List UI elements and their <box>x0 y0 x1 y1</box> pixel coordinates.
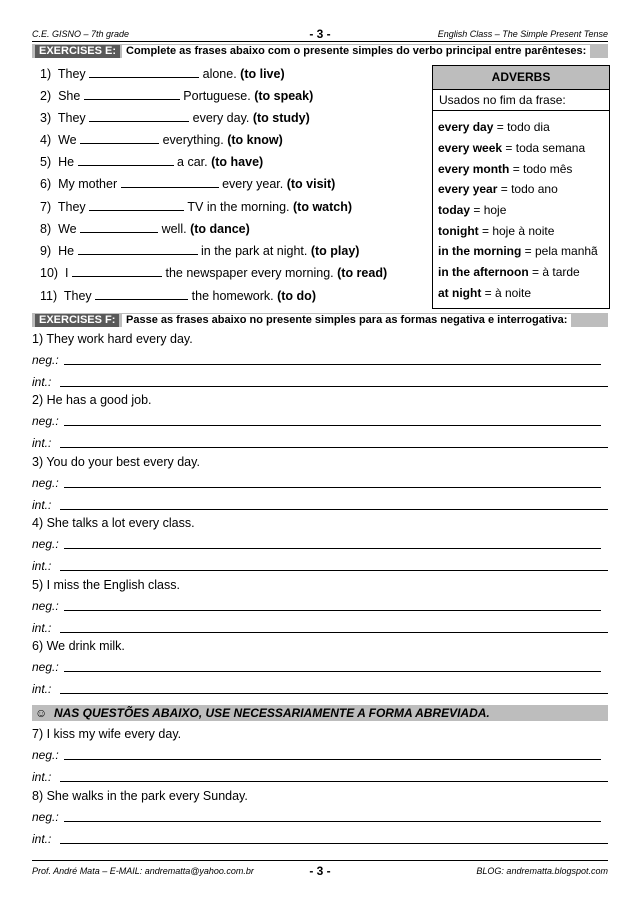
exercise-f-sentence: 3) You do your best every day. <box>32 455 200 469</box>
page-header <box>32 27 608 42</box>
exercise-e-item <box>40 200 352 214</box>
page-footer <box>32 860 608 877</box>
answer-line[interactable] <box>64 610 601 611</box>
item-verb-hint: (to visit) <box>286 177 336 191</box>
answer-blank[interactable] <box>89 120 189 122</box>
item-verb-hint: (to study) <box>252 111 310 125</box>
item-subject: He <box>58 244 75 258</box>
adverb-term: every year <box>438 182 498 196</box>
answer-line[interactable] <box>64 425 601 426</box>
abbreviation-note <box>32 705 608 721</box>
item-subject: My mother <box>58 177 118 191</box>
item-subject: We <box>58 133 77 147</box>
interrogative-answer-line[interactable] <box>32 375 608 389</box>
adverb-term: every day <box>438 120 494 134</box>
answer-line[interactable] <box>60 509 608 510</box>
interrogative-answer-line[interactable] <box>32 770 608 784</box>
neg-label: neg.: <box>32 353 59 367</box>
negative-answer-line[interactable] <box>32 748 608 762</box>
exercise-e-item <box>40 89 313 103</box>
smiley-icon: ☺ <box>35 706 48 720</box>
neg-label: neg.: <box>32 414 59 428</box>
item-subject: They <box>57 200 86 214</box>
item-verb-hint: (to play) <box>310 244 360 258</box>
adverb-entry <box>438 265 580 279</box>
footer-author: Prof. André Mata – E-MAIL: andrematta@yahoo.com.br <box>32 866 254 876</box>
interrogative-answer-line[interactable] <box>32 832 608 846</box>
answer-line[interactable] <box>60 570 608 571</box>
adverb-term: at night <box>438 286 482 300</box>
item-verb-hint: (to have) <box>211 155 264 169</box>
adverb-entry <box>438 141 585 155</box>
interrogative-answer-line[interactable] <box>32 436 608 450</box>
adverb-meaning: = toda semana <box>502 141 586 155</box>
neg-label: neg.: <box>32 476 59 490</box>
answer-line[interactable] <box>60 632 608 633</box>
int-label: int.: <box>32 498 52 512</box>
item-subject: They <box>63 289 92 303</box>
adverb-term: tonight <box>438 224 479 238</box>
item-subject: He <box>58 155 75 169</box>
item-rest: well. <box>161 222 187 236</box>
negative-answer-line[interactable] <box>32 414 608 428</box>
item-number: 6) <box>40 177 52 191</box>
adverb-entry <box>438 120 550 134</box>
answer-line[interactable] <box>64 548 601 549</box>
exercise-e-item <box>40 133 283 147</box>
item-rest: every day. <box>192 111 250 125</box>
interrogative-answer-line[interactable] <box>32 559 608 573</box>
int-label: int.: <box>32 770 52 784</box>
exercise-f-bar <box>32 313 608 327</box>
negative-answer-line[interactable] <box>32 537 608 551</box>
item-verb-hint: (to speak) <box>254 89 314 103</box>
answer-blank[interactable] <box>78 253 198 255</box>
header-page-number: - 3 - <box>309 27 331 41</box>
item-rest: Portuguese. <box>183 89 251 103</box>
answer-blank[interactable] <box>84 98 180 100</box>
adverb-entry <box>438 203 506 217</box>
answer-blank[interactable] <box>80 231 158 233</box>
exercise-e-item <box>40 266 387 280</box>
answer-blank[interactable] <box>89 76 199 78</box>
adverb-meaning: = hoje <box>470 203 507 217</box>
answer-line[interactable] <box>60 447 608 448</box>
answer-line[interactable] <box>64 487 601 488</box>
adverbs-box <box>432 65 610 309</box>
exercise-f-instruction: Passe as frases abaixo no presente simples para as formas negativa e interrogativa: <box>122 314 571 327</box>
item-verb-hint: (to do) <box>277 289 316 303</box>
neg-label: neg.: <box>32 660 59 674</box>
exercise-e-item <box>40 177 335 191</box>
item-verb-hint: (to dance) <box>190 222 250 236</box>
item-rest: alone. <box>202 67 237 81</box>
item-number: 11) <box>40 289 58 303</box>
exercise-e-item <box>40 244 359 258</box>
answer-blank[interactable] <box>78 164 174 166</box>
answer-line[interactable] <box>60 693 608 694</box>
int-label: int.: <box>32 682 52 696</box>
exercise-e-item <box>40 67 285 81</box>
adverb-entry <box>438 224 554 238</box>
adverb-meaning: = pela manhã <box>521 244 598 258</box>
adverb-meaning: = à noite <box>481 286 532 300</box>
adverb-meaning: = todo mês <box>509 162 573 176</box>
item-number: 5) <box>40 155 52 169</box>
int-label: int.: <box>32 559 52 573</box>
adverbs-usage-note: Usados no fim da frase: <box>433 90 609 111</box>
item-number: 3) <box>40 111 52 125</box>
header-course: English Class – The Simple Present Tense <box>437 29 608 39</box>
exercise-e-item <box>40 111 310 125</box>
adverb-meaning: = à tarde <box>528 265 580 279</box>
item-subject: We <box>58 222 77 236</box>
adverb-entry <box>438 182 558 196</box>
item-number: 4) <box>40 133 52 147</box>
item-verb-hint: (to watch) <box>293 200 353 214</box>
answer-line[interactable] <box>60 386 608 387</box>
adverbs-title: ADVERBS <box>433 66 609 90</box>
item-subject: She <box>58 89 81 103</box>
adverb-entry <box>438 162 572 176</box>
interrogative-answer-line[interactable] <box>32 682 608 696</box>
item-subject: They <box>57 111 86 125</box>
answer-blank[interactable] <box>80 142 159 144</box>
adverb-meaning: = todo ano <box>497 182 558 196</box>
negative-answer-line[interactable] <box>32 660 608 674</box>
exercise-f-sentence: 7) I kiss my wife every day. <box>32 727 182 741</box>
item-rest: everything. <box>162 133 224 147</box>
answer-line[interactable] <box>60 781 608 782</box>
item-rest: TV in the morning. <box>187 200 290 214</box>
item-rest: every year. <box>222 177 284 191</box>
exercise-f-tag: EXERCISES F: <box>35 314 119 327</box>
answer-line[interactable] <box>64 364 601 365</box>
answer-blank[interactable] <box>89 209 184 211</box>
answer-line[interactable] <box>64 821 601 822</box>
answer-blank[interactable] <box>121 186 219 188</box>
exercise-e-item <box>40 222 250 236</box>
item-number: 7) <box>40 200 52 214</box>
answer-line[interactable] <box>64 671 601 672</box>
note-text: NAS QUESTÕES ABAIXO, USE NECESSARIAMENTE A FORMA ABREVIADA. <box>53 706 490 720</box>
item-rest: the newspaper every morning. <box>165 266 334 280</box>
adverb-term: in the morning <box>438 244 522 258</box>
exercise-e-item <box>40 289 316 303</box>
header-school: C.E. GISNO – 7th grade <box>32 29 130 39</box>
exercise-f-sentence: 2) He has a good job. <box>32 393 152 407</box>
int-label: int.: <box>32 832 52 846</box>
adverb-entry <box>438 286 531 300</box>
negative-answer-line[interactable] <box>32 353 608 367</box>
exercise-f-sentence: 1) They work hard every day. <box>32 332 193 346</box>
item-verb-hint: (to read) <box>337 266 388 280</box>
int-label: int.: <box>32 375 52 389</box>
item-number: 2) <box>40 89 52 103</box>
exercise-f-sentence: 5) I miss the English class. <box>32 578 180 592</box>
exercise-e-tag: EXERCISES E: <box>35 45 120 58</box>
answer-line[interactable] <box>64 759 601 760</box>
footer-page-number: - 3 - <box>309 864 331 878</box>
item-number: 9) <box>40 244 52 258</box>
neg-label: neg.: <box>32 537 59 551</box>
exercise-e-bar <box>32 44 608 58</box>
item-verb-hint: (to live) <box>240 67 285 81</box>
negative-answer-line[interactable] <box>32 476 608 490</box>
negative-answer-line[interactable] <box>32 599 608 613</box>
adverb-meaning: = hoje à noite <box>478 224 555 238</box>
negative-answer-line[interactable] <box>32 810 608 824</box>
item-number: 8) <box>40 222 52 236</box>
item-number: 10) <box>40 266 59 280</box>
exercise-f-sentence: 8) She walks in the park every Sunday. <box>32 789 248 803</box>
item-rest: a car. <box>177 155 208 169</box>
adverb-entry <box>438 244 598 258</box>
item-verb-hint: (to know) <box>227 133 283 147</box>
neg-label: neg.: <box>32 599 59 613</box>
interrogative-answer-line[interactable] <box>32 621 608 635</box>
exercise-f-sentence: 4) She talks a lot every class. <box>32 516 195 530</box>
adverb-term: in the afternoon <box>438 265 529 279</box>
neg-label: neg.: <box>32 748 59 762</box>
int-label: int.: <box>32 621 52 635</box>
answer-blank[interactable] <box>72 275 162 277</box>
int-label: int.: <box>32 436 52 450</box>
adverb-term: today <box>438 203 471 217</box>
item-rest: in the park at night. <box>201 244 308 258</box>
footer-blog: BLOG: andrematta.blogspot.com <box>476 866 608 876</box>
exercise-e-item <box>40 155 263 169</box>
neg-label: neg.: <box>32 810 59 824</box>
adverb-term: every month <box>438 162 510 176</box>
answer-line[interactable] <box>60 843 608 844</box>
item-subject: I <box>65 266 69 280</box>
item-subject: They <box>57 67 86 81</box>
item-number: 1) <box>40 67 52 81</box>
adverb-meaning: = todo dia <box>493 120 550 134</box>
exercise-e-instruction: Complete as frases abaixo com o presente simples do verbo principal entre parênteses: <box>122 45 590 58</box>
interrogative-answer-line[interactable] <box>32 498 608 512</box>
answer-blank[interactable] <box>95 298 188 300</box>
item-rest: the homework. <box>191 289 274 303</box>
exercise-f-sentence: 6) We drink milk. <box>32 639 125 653</box>
adverb-term: every week <box>438 141 503 155</box>
